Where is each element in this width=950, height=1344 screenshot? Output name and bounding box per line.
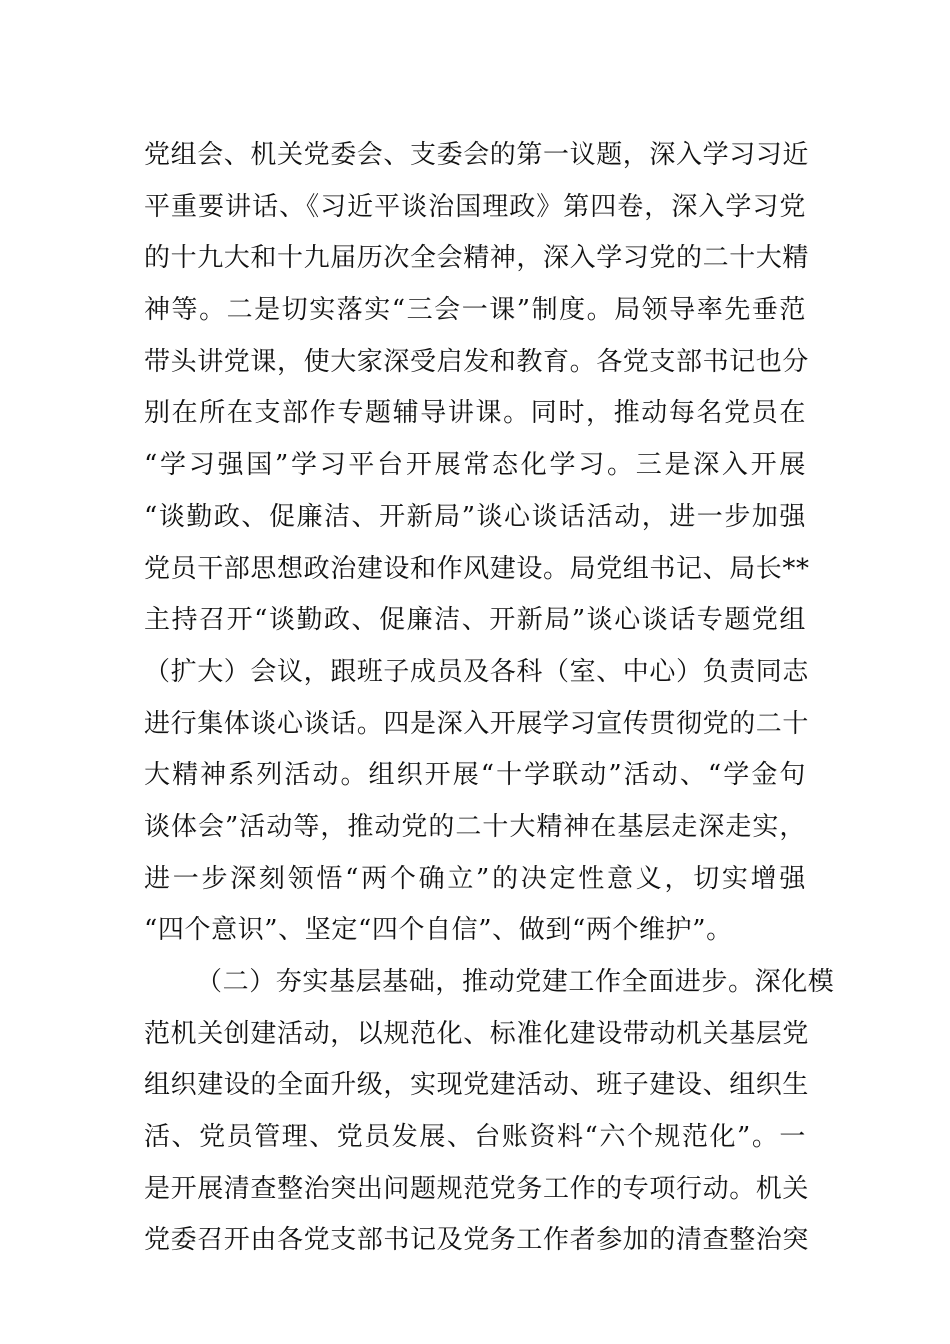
text-line: 的十九大和十九届历次全会精神，深入学习党的二十大精 <box>144 243 810 274</box>
text-line: 神等。二是切实落实“三会一课”制度。局领导率先垂范 <box>144 295 806 326</box>
text-line: 主持召开“谈勤政、促廉洁、开新局”谈心谈话专题党组 <box>144 605 806 636</box>
text-line: 带头讲党课，使大家深受启发和教育。各党支部书记也分 <box>144 346 810 377</box>
text-line: 进一步深刻领悟“两个确立”的决定性意义，切实增强 <box>144 863 806 894</box>
text-line: 别在所在支部作专题辅导讲课。同时，推动每名党员在 <box>144 398 806 429</box>
section-heading-line: （二）夯实基层基础，推动党建工作全面进步。深化模 <box>196 967 835 997</box>
text-line: “学习强国”学习平台开展常态化学习。三是深入开展 <box>144 450 806 481</box>
text-line: “谈勤政、促廉洁、开新局”谈心谈话活动，进一步加强 <box>144 501 806 532</box>
text-line: 谈体会”活动等，推动党的二十大精神在基层走深走实， <box>144 811 806 842</box>
text-line: （扩大）会议，跟班子成员及各科（室、中心）负责同志 <box>144 656 810 687</box>
text-line: 党组会、机关党委会、支委会的第一议题，深入学习习近 <box>144 140 810 170</box>
text-line: 平重要讲话、《习近平谈治国理政》第四卷，深入学习党 <box>144 191 806 222</box>
text-line: 党员干部思想政治建设和作风建设。局党组书记、局长** <box>144 553 810 584</box>
text-line: 范机关创建活动，以规范化、标准化建设带动机关基层党 <box>144 1018 810 1049</box>
text-line: 大精神系列活动。组织开展“十学联动”活动、“学金句 <box>144 760 806 791</box>
text-line: 组织建设的全面升级，实现党建活动、班子建设、组织生 <box>144 1070 810 1101</box>
text-line: 是开展清查整治突出问题规范党务工作的专项行动。机关 <box>144 1173 810 1204</box>
text-line: 活、党员管理、党员发展、台账资料“六个规范化”。一 <box>144 1122 806 1153</box>
paragraph-end-line: “四个意识”、坚定“四个自信”、做到“两个维护”。 <box>144 915 733 946</box>
text-line: 进行集体谈心谈话。四是深入开展学习宣传贯彻党的二十 <box>144 708 810 739</box>
text-line: 党委召开由各党支部书记及党务工作者参加的清查整治突 <box>144 1225 810 1256</box>
body-text <box>144 130 835 1267</box>
